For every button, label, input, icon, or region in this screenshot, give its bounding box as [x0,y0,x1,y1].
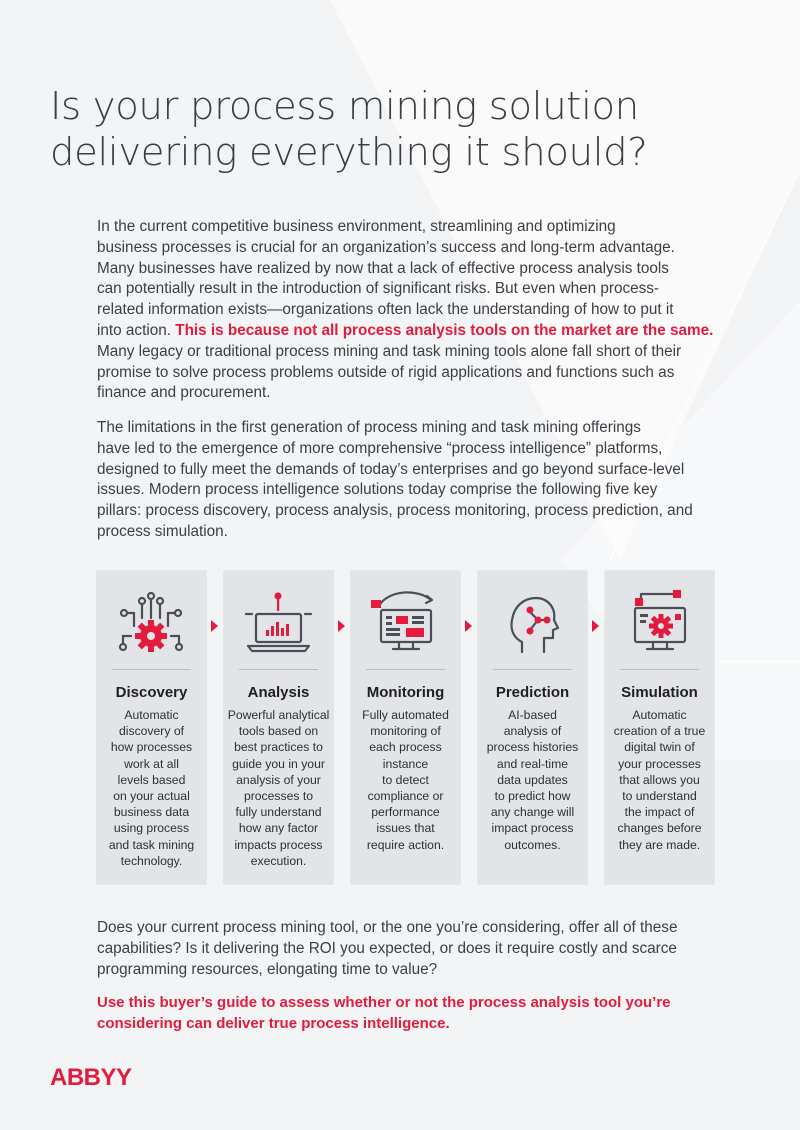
desc-line: best practices to [234,740,323,755]
pillar-title: Monitoring [366,684,445,701]
text-line: Use this buyer’s guide to assess whether or not the process analysis tool you’re [97,994,671,1011]
text-line: The limitations in the first generation of process mining and task mining offerings [97,419,641,436]
text-line: capabilities? Is it delivering the ROI you expected, or does it require costly and scarce [97,939,677,957]
desc-line: data updates [497,772,568,787]
desc-line: on your actual [113,789,190,804]
desc-line: Fully automated [362,708,449,722]
card-divider [493,669,572,670]
desc-line: impact process [491,821,574,836]
text-line: process simulation. [97,522,228,540]
pillar-card-analysis [224,571,333,884]
arrow-right-icon [592,620,599,632]
discovery-chip-gear-icon [111,586,192,656]
pillar-title: Analysis [247,684,310,701]
desc-line: they are made. [618,837,701,852]
desc-line: the impact of [624,805,695,820]
pillar-card-monitoring [351,571,460,884]
laptop-chart-icon [238,586,319,656]
desc-line: Powerful analytical [227,708,330,722]
page-title [50,84,750,176]
text-line: have led to the emergence of more comprehensive “process intelligence” platforms, [97,439,663,457]
desc-line: work at all [124,756,179,771]
desc-line: how any factor [238,821,319,836]
text-line: considering can deliver true process intelligence. [97,1014,450,1032]
arrow-right-icon [338,620,345,632]
text-line: Does your current process mining tool, or the one you’re considering, offer all of these [97,919,678,936]
pillar-description [607,707,712,853]
desc-line: guide you in your [232,756,325,771]
text-line: promise to solve process problems outside of rigid applications and functions such as [97,363,675,381]
intro-paragraph-2 [97,418,737,543]
pillar-description [99,707,204,869]
desc-line: digital twin of [624,740,695,755]
pillar-cards [0,571,800,886]
desc-line: instance [382,756,429,771]
card-divider [620,669,699,670]
desc-line: tools based on [238,724,319,739]
desc-line: performance [371,805,440,820]
desc-line: changes before [617,821,702,836]
arrow-right-icon [211,620,218,632]
desc-line: analysis of your [236,772,321,787]
intro-paragraph-1 [97,217,737,404]
desc-line: to understand [622,789,697,804]
text-line: related information exists—organizations often lack the understanding of how to put it [97,301,674,319]
text-line: pillars: process discovery, process analysis, process monitoring, process prediction, and [97,502,693,520]
desc-line: and real-time [496,756,569,771]
text-line [97,321,737,342]
desc-line: to predict how [494,789,571,804]
text-segment: into action. [97,321,176,339]
desc-line: execution. [250,853,307,868]
text-line: finance and procurement. [97,384,271,402]
desc-line: process histories [486,740,579,755]
text-line: can potentially result in the introduction of significant risks. But even when process- [97,280,660,298]
pillar-card-discovery [97,571,206,884]
text-line: Many businesses have realized by now that a lack of effective process analysis tools [97,259,669,277]
desc-line: require action. [366,837,445,852]
desc-line: each process [369,740,442,755]
desc-line: fully understand [235,805,322,820]
desc-line: any change will [490,805,575,820]
desc-line: your processes [618,756,701,771]
title-line-2: delivering everything it should? [50,130,648,175]
head-network-icon [492,586,573,656]
desc-line: processes to [243,789,314,804]
pillar-description [480,707,585,853]
desc-line: Automatic [632,708,687,722]
desc-line: levels based [117,772,186,787]
card-divider [112,669,191,670]
monitor-dashboard-icon [365,586,446,656]
desc-line: impacts process [234,837,323,852]
desc-line: creation of a true [613,724,706,739]
desc-line: discovery of [118,724,185,739]
card-divider [239,669,318,670]
pillar-description [353,707,458,853]
desc-line: using process [113,821,190,836]
desc-line: business data [113,805,190,820]
cta-paragraph [97,993,737,1035]
question-paragraph [97,918,737,980]
desc-line: how processes [110,740,193,755]
arrow-right-icon [465,620,472,632]
desc-line: technology. [120,853,183,868]
desc-line: monitoring of [370,724,441,739]
pillar-title: Simulation [621,684,698,701]
desc-line: compliance or [367,789,444,804]
pillar-title: Discovery [115,684,188,701]
text-line: In the current competitive business environment, streamlining and optimizing [97,218,616,235]
desc-line: outcomes. [504,837,561,852]
desc-line: AI-based [508,708,557,722]
monitor-gear-icon [619,586,700,656]
desc-line: that allows you [619,772,700,787]
desc-line: to detect [382,772,429,787]
text-line: business processes is crucial for an organization’s success and long-term advantage. [97,238,675,256]
pillar-card-simulation [605,571,714,884]
desc-line: and task mining [108,837,195,852]
pillar-description [226,707,331,869]
card-divider [366,669,445,670]
pillar-title: Prediction [495,684,570,701]
text-line: issues. Modern process intelligence solutions today comprise the following five key [97,481,658,499]
title-line-1: Is your process mining solution [50,84,639,129]
desc-line: issues that [376,821,435,836]
text-line: programming resources, elongating time to value? [97,960,438,978]
text-line: designed to fully meet the demands of today’s enterprises and go beyond surface-level [97,460,685,478]
highlight-text: This is because not all process analysis tools on the market are the same. [175,321,714,339]
desc-line: Automatic [124,708,179,722]
text-line: Many legacy or traditional process mining and task mining tools alone fall short of their [97,342,682,360]
abbyy-logo: ABBYY [50,1064,132,1091]
desc-line: analysis of [503,724,562,739]
pillar-card-prediction [478,571,587,884]
